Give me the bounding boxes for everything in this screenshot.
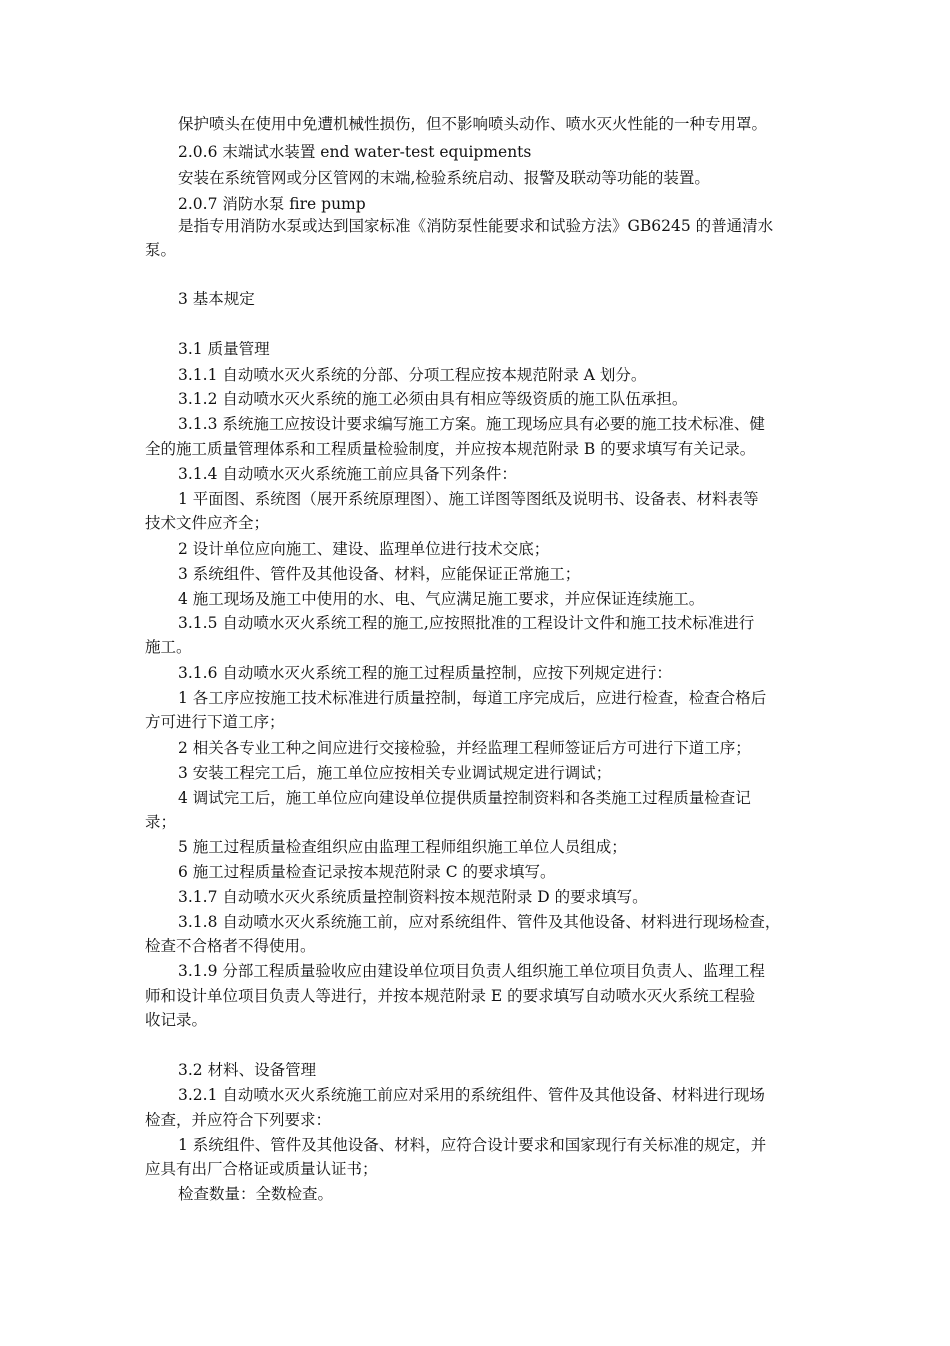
text-line: 安装在系统管网或分区管网的末端,检验系统启动、报警及联动等功能的装置。	[178, 169, 710, 187]
text-line: 检查数量：全数检查。	[178, 1185, 334, 1203]
text-line: 3.1.2 自动喷水灭火系统的施工必须由具有相应等级资质的施工队伍承担。	[178, 390, 688, 408]
text-line: 3.1.4 自动喷水灭火系统施工前应具备下列条件：	[178, 465, 517, 483]
text-line: 检查不合格者不得使用。	[145, 937, 316, 955]
text-line: 3.2 材料、设备管理	[178, 1061, 317, 1079]
text-line: 3.1 质量管理	[178, 340, 270, 358]
text-line: 3.1.3 系统施工应按设计要求编写施工方案。施工现场应具有必要的施工技术标准、健	[178, 415, 765, 433]
text-line: 2.0.7 消防水泵 fire pump	[178, 195, 366, 213]
text-line: 3.1.1 自动喷水灭火系统的分部、分项工程应按本规范附录 A 划分。	[178, 366, 647, 384]
text-line: 方可进行下道工序；	[145, 713, 285, 731]
text-line: 录；	[145, 813, 177, 831]
text-line: 收记录。	[145, 1011, 208, 1029]
text-line: 4 施工现场及施工中使用的水、电、气应满足施工要求，并应保证连续施工。	[178, 590, 705, 608]
text-line: 1 平面图、系统图（展开系统原理图）、施工详图等图纸及说明书、设备表、材料表等	[178, 490, 759, 508]
text-line: 3.1.5 自动喷水灭火系统工程的施工,应按照批准的工程设计文件和施工技术标准进行	[178, 614, 755, 632]
text-line: 3.1.7 自动喷水灭火系统质量控制资料按本规范附录 D 的要求填写。	[178, 888, 648, 906]
text-line: 泵。	[145, 241, 177, 259]
text-line: 应具有出厂合格证或质量认证书；	[145, 1160, 378, 1178]
text-line: 2 相关各专业工种之间应进行交接检验，并经监理工程师签证后方可进行下道工序；	[178, 739, 751, 757]
text-line: 5 施工过程质量检查组织应由监理工程师组织施工单位人员组成；	[178, 838, 627, 856]
text-line: 3.1.9 分部工程质量验收应由建设单位项目负责人组织施工单位项目负责人、监理工程	[178, 962, 765, 980]
text-line: 3.2.1 自动喷水灭火系统施工前应对采用的系统组件、管件及其他设备、材料进行现场	[178, 1086, 765, 1104]
text-line: 3 基本规定	[178, 290, 255, 308]
text-line: 2 设计单位应向施工、建设、监理单位进行技术交底；	[178, 540, 550, 558]
text-line: 全的施工质量管理体系和工程质量检验制度，并应按本规范附录 B 的要求填写有关记录。	[145, 440, 756, 458]
text-line: 1 各工序应按施工技术标准进行质量控制，每道工序完成后，应进行检查，检查合格后	[178, 689, 767, 707]
text-line: 师和设计单位项目负责人等进行，并按本规范附录 E 的要求填写自动喷水灭火系统工程验	[145, 987, 756, 1005]
text-line: 3 安装工程完工后，施工单位应按相关专业调试规定进行调试；	[178, 764, 612, 782]
text-line: 6 施工过程质量检查记录按本规范附录 C 的要求填写。	[178, 863, 556, 881]
text-line: 保护喷头在使用中免遭机械性损伤，但不影响喷头动作、喷水灭火性能的一种专用罩。	[178, 115, 768, 133]
text-line: 检查，并应符合下列要求：	[145, 1111, 332, 1129]
text-line: 2.0.6 末端试水装置 end water-test equipments	[178, 143, 532, 161]
text-line: 3.1.6 自动喷水灭火系统工程的施工过程质量控制，应按下列规定进行：	[178, 664, 672, 682]
text-line: 是指专用消防水泵或达到国家标准《消防泵性能要求和试验方法》GB6245 的普通清水	[178, 217, 774, 235]
text-line: 4 调试完工后，施工单位应向建设单位提供质量控制资料和各类施工过程质量检查记	[178, 789, 751, 807]
text-line: 1 系统组件、管件及其他设备、材料，应符合设计要求和国家现行有关标准的规定，并	[178, 1136, 767, 1154]
text-line: 3.1.8 自动喷水灭火系统施工前，应对系统组件、管件及其他设备、材料进行现场检查，	[178, 913, 781, 931]
text-line: 3 系统组件、管件及其他设备、材料，应能保证正常施工；	[178, 565, 581, 583]
text-line: 技术文件应齐全；	[145, 514, 270, 532]
text-line: 施工。	[145, 638, 192, 656]
